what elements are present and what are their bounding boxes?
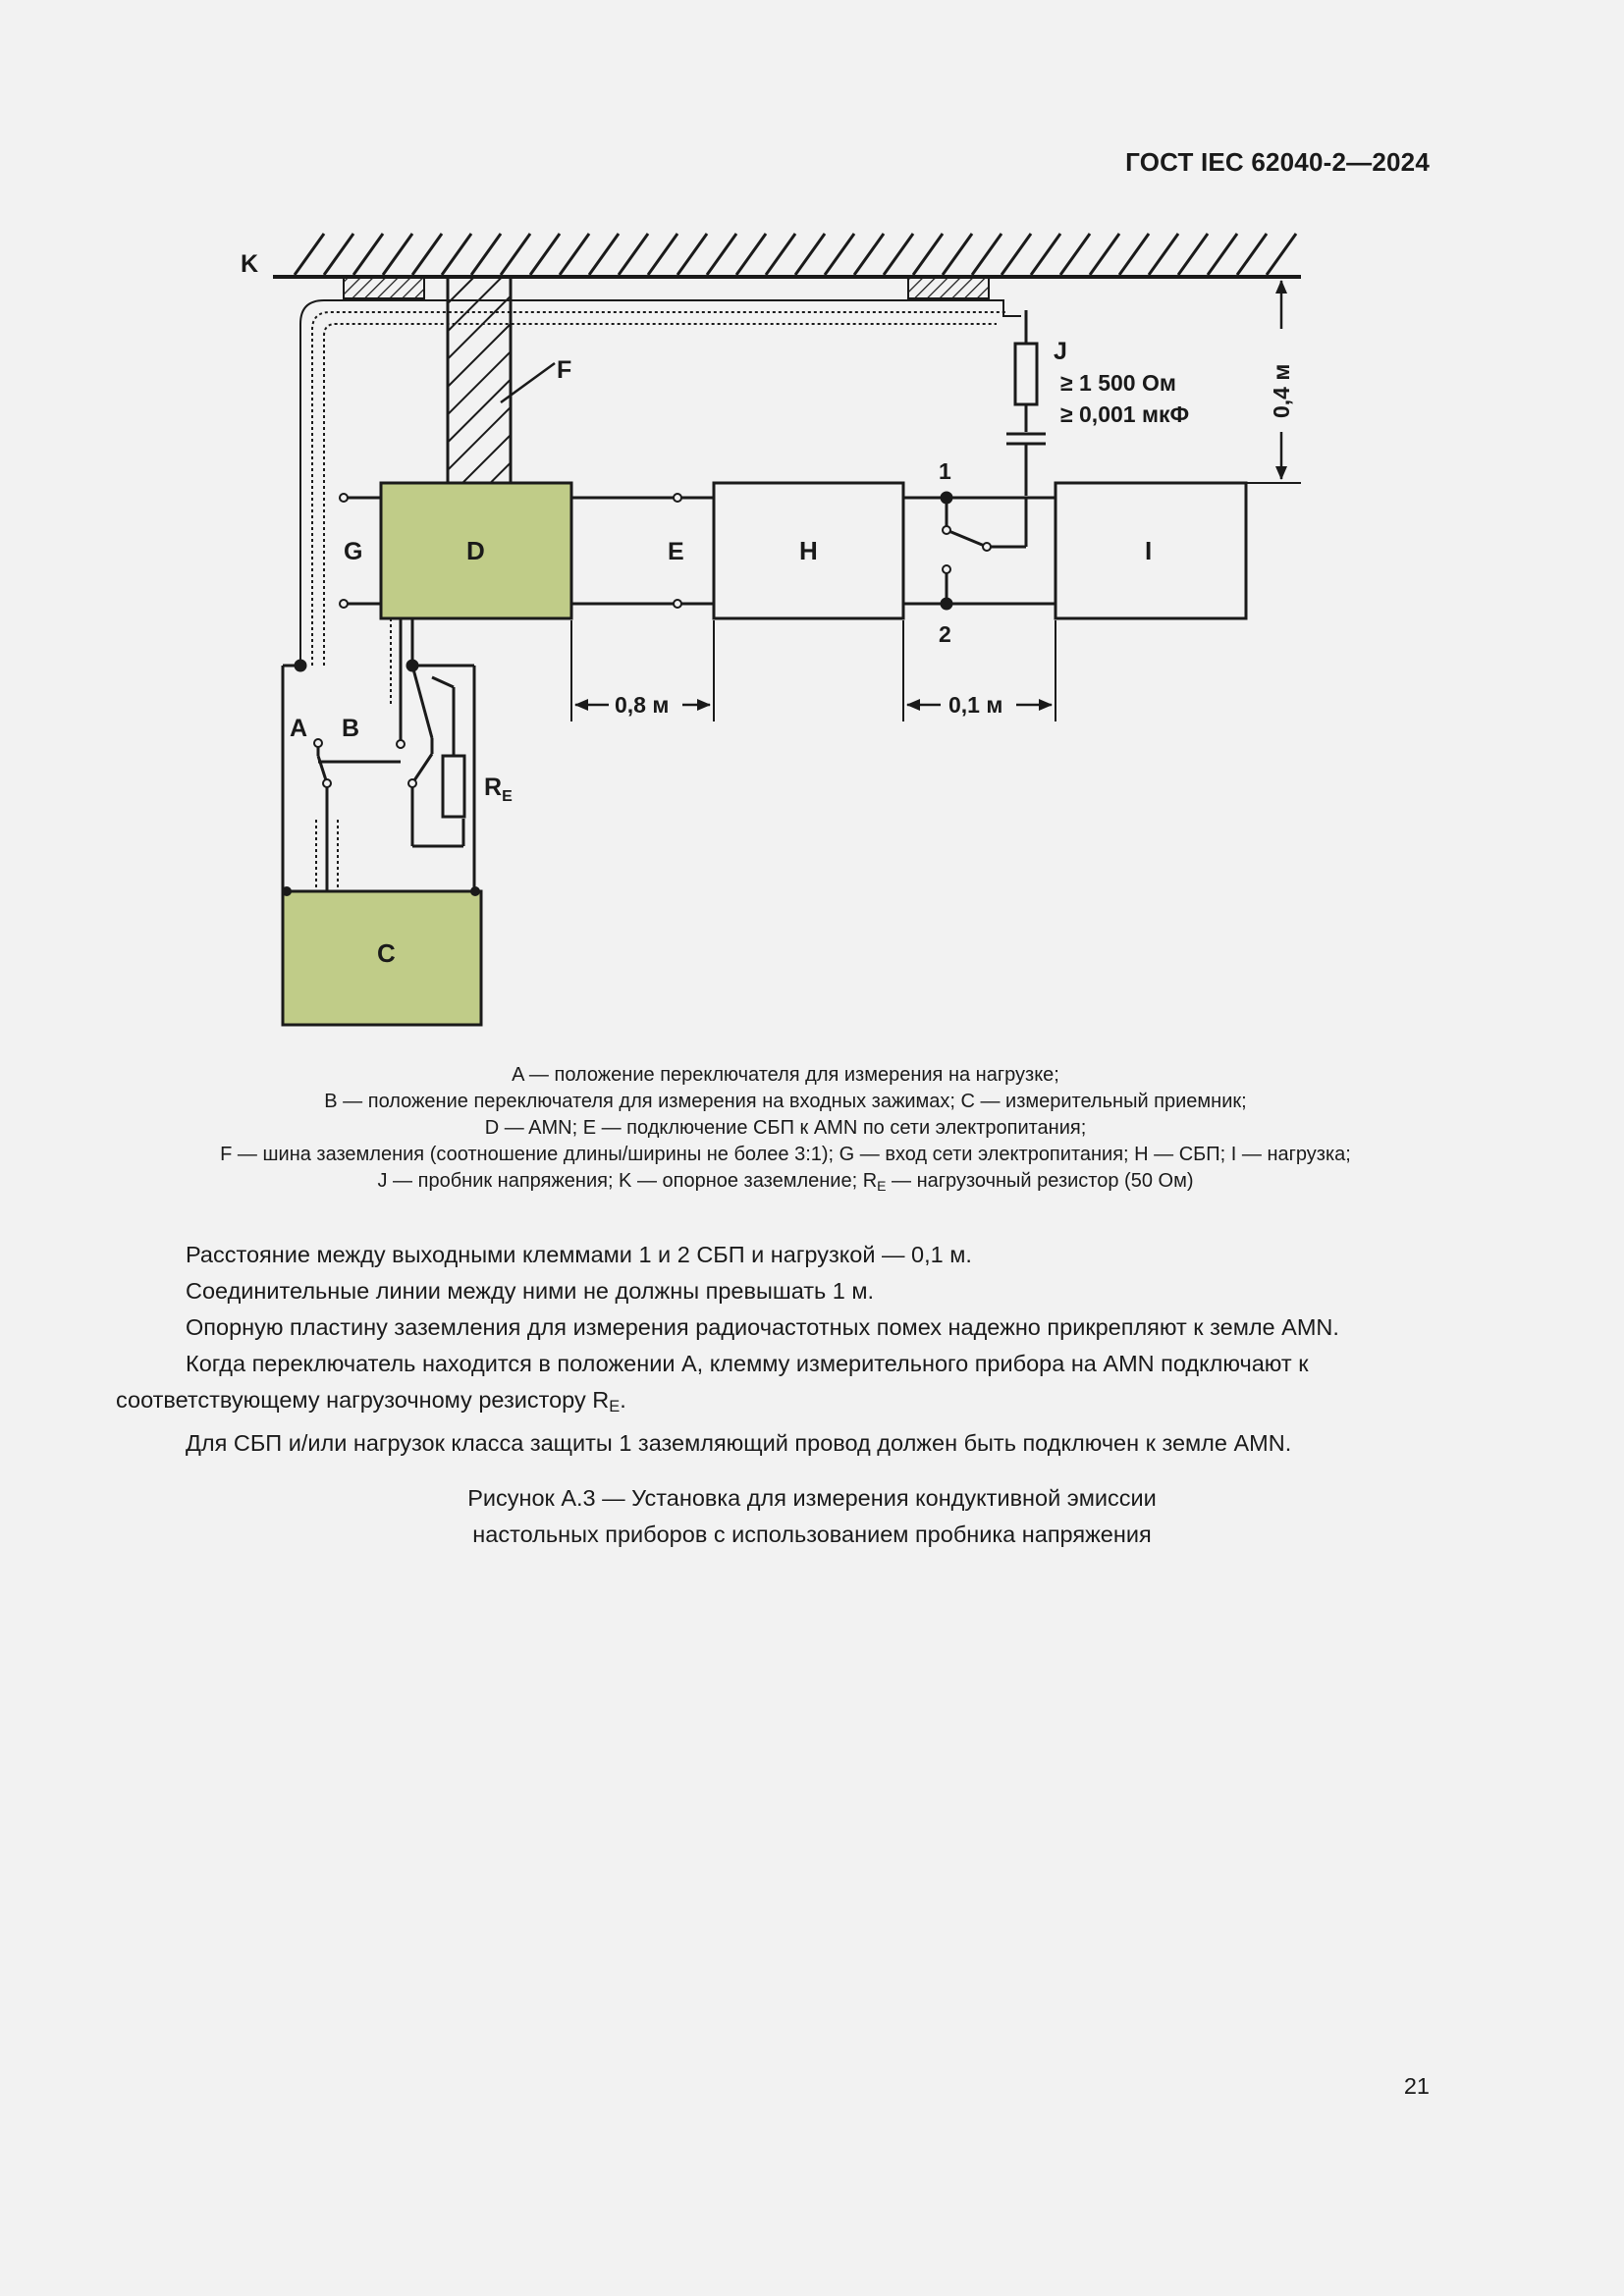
- paragraph: Расстояние между выходными клеммами 1 и 2 СБП и нагрузкой — 0,1 м.: [186, 1242, 972, 1267]
- clamp-left: [344, 277, 424, 298]
- label-j-resistance: ≥ 1 500 Ом: [1060, 370, 1176, 396]
- voltage-probe: [1006, 310, 1189, 496]
- label-h: H: [799, 536, 818, 565]
- reference-ground: [241, 234, 1301, 278]
- standard-code: ГОСТ IEC 62040-2—2024: [1125, 147, 1430, 177]
- height-dimension: [1247, 277, 1301, 483]
- label-j: J: [1054, 338, 1067, 365]
- figure-legend: [98, 1062, 1473, 1200]
- dist-08: 0,8 м: [615, 692, 670, 718]
- label-c: C: [377, 938, 396, 968]
- label-b: B: [342, 715, 360, 742]
- amn-ups-connection: [571, 494, 714, 608]
- measurement-setup-diagram: [0, 0, 1624, 1060]
- legend-line: B — положение переключателя для измерения на входных зажимах; C — измерительный приемник;: [324, 1091, 1247, 1112]
- paragraph: Когда переключатель находится в положении А, клемму измерительного прибора на AMN подключают к соответствующему нагрузочному резистору $R_E$.: [116, 1351, 1309, 1415]
- caption-line: Рисунок А.3 — Установка для измерения кондуктивной эмиссии: [467, 1485, 1157, 1511]
- body-text: [116, 1237, 1432, 1462]
- label-height: 0,4 м: [1269, 363, 1294, 418]
- label-j-capacitance: ≥ 0,001 мкФ: [1060, 401, 1190, 427]
- label-g: G: [344, 538, 363, 565]
- legend-line: J — пробник напряжения; K — опорное заземление; $R_E$ — нагрузочный резистор (50 Ом): [377, 1170, 1194, 1194]
- figure-caption: [0, 1480, 1624, 1553]
- terminal-1: 1: [939, 458, 951, 484]
- label-k: K: [241, 250, 259, 278]
- legend-line: D — AMN; E — подключение СБП к AMN по сети электропитания;: [484, 1117, 1087, 1139]
- label-re: $R_E$: [484, 774, 513, 805]
- terminal-2: 2: [939, 621, 951, 647]
- label-e: E: [668, 538, 684, 565]
- page-number: 21: [1403, 2073, 1430, 2099]
- legend-line: F — шина заземления (соотношение длины/ширины не более 3:1); G — вход сети электропитания; H — СБП; I — нагрузка;: [220, 1144, 1351, 1165]
- label-i: I: [1145, 536, 1153, 565]
- clamp-right: [908, 277, 989, 298]
- grounding-bus: [448, 277, 511, 483]
- paragraph: Опорную пластину заземления для измерения радиочастотных помех надежно прикрепляют к земле AMN.: [186, 1314, 1339, 1340]
- caption-line: настольных приборов с использованием пробника напряжения: [472, 1522, 1152, 1547]
- label-f: F: [557, 356, 572, 384]
- legend-line: A — положение переключателя для измерения на нагрузке;: [512, 1064, 1059, 1086]
- label-d: D: [466, 536, 485, 565]
- paragraph: Для СБП и/или нагрузок класса защиты 1 заземляющий провод должен быть подключен к земле AMN.: [186, 1430, 1292, 1456]
- label-a: A: [290, 715, 308, 742]
- ups-load-connection: [903, 493, 1056, 609]
- paragraph: Соединительные линии между ними не должны превышать 1 м.: [186, 1278, 875, 1304]
- dist-01: 0,1 м: [948, 692, 1003, 718]
